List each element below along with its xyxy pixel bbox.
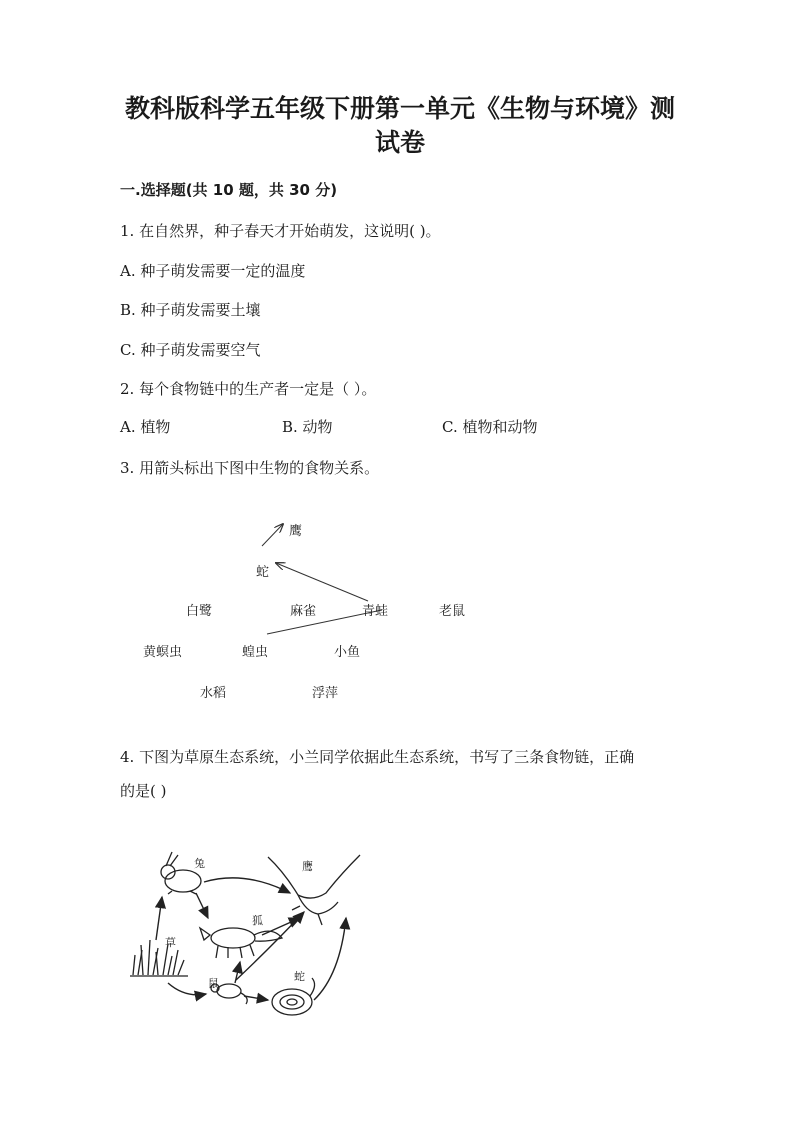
label-egret: 白鹭 [186, 604, 213, 619]
ecosystem-arrows [156, 878, 346, 1000]
label-eagle: 鹰 [289, 524, 303, 539]
q3-stem: 3. 用箭头标出下图中生物的食物关系。 [120, 459, 380, 477]
label-frog: 青蛙 [362, 604, 389, 619]
label-mouse: 老鼠 [439, 604, 466, 619]
label-duckweed: 浮萍 [312, 686, 339, 701]
q2-option-a[interactable]: A. 植物 [120, 418, 171, 436]
label-fish: 小鱼 [334, 645, 361, 660]
q1-option-a[interactable]: A. 种子萌发需要一定的温度 [120, 262, 306, 280]
q1-option-c[interactable]: C. 种子萌发需要空气 [120, 341, 261, 359]
eagle-icon [268, 855, 360, 925]
label-locust: 蝗虫 [242, 645, 269, 660]
eco-label-eagle: 鹰 [302, 860, 313, 873]
label-sparrow: 麻雀 [290, 604, 317, 619]
q1-stem: 1. 在自然界，种子春天才开始萌发，这说明( )。 [120, 222, 441, 240]
q2-stem: 2. 每个食物链中的生产者一定是（ ）。 [120, 380, 377, 398]
eco-label-mouse: 鼠 [208, 977, 219, 990]
q4-stem-line-2: 的是( ) [120, 782, 167, 800]
grass-icon [130, 940, 188, 976]
eco-label-grass: 草 [165, 936, 176, 949]
label-snake: 蛇 [256, 565, 270, 580]
fox-icon [200, 928, 282, 958]
q1-option-b[interactable]: B. 种子萌发需要土壤 [120, 301, 261, 319]
eco-label-rabbit: 兔 [194, 857, 205, 870]
title-line-2: 试卷 [374, 128, 425, 157]
q4-stem-line-1: 4. 下图为草原生态系统，小兰同学依据此生态系统，书写了三条食物链，正确 [120, 748, 635, 766]
label-rice: 水稻 [200, 686, 227, 701]
eco-label-snake: 蛇 [294, 970, 305, 983]
section-heading: 一.选择题(共 10 题，共 30 分) [120, 181, 338, 199]
q2-option-b[interactable]: B. 动物 [282, 418, 333, 436]
label-beetle: 黄螟虫 [143, 645, 183, 660]
q2-option-c[interactable]: C. 植物和动物 [442, 418, 538, 436]
title-line-1: 教科版科学五年级下册第一单元《生物与环境》测 [124, 94, 675, 123]
eco-label-fox: 狐 [252, 914, 263, 927]
